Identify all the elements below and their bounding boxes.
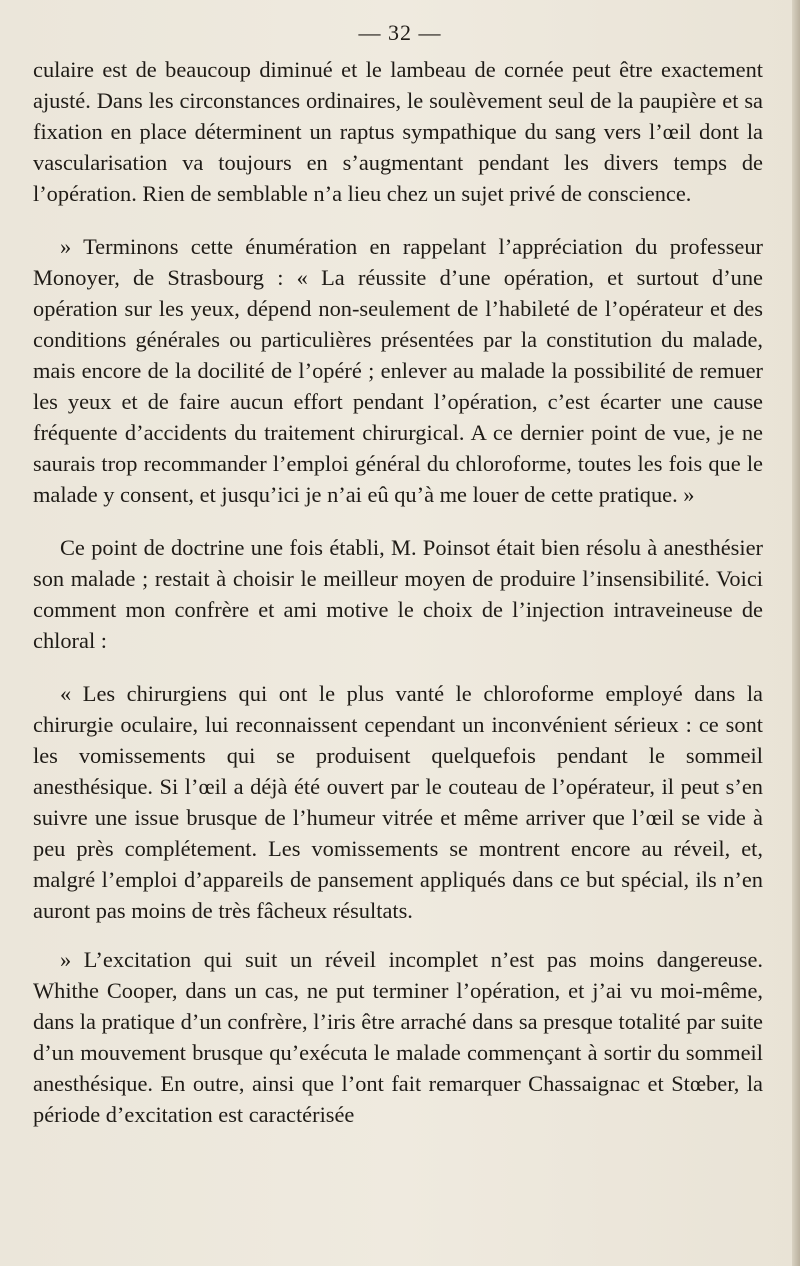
paragraph-5: » L’excitation qui suit un réveil incomplet n’est pas moins dangereuse. Whithe Cooper, dans un cas, ne put terminer l’opération, et j’ai vu moi-même, dans la pratique d’un confrère, l’iris être arraché dans sa presque totalité par suite d’un mouvement brusque qu’exécuta le malade commençant à sortir du sommeil anesthésique. En outre, ainsi que l’ont fait remarquer Chassaignac et Stœber, la période d’excitation est caractérisée [33,947,763,1127]
paragraph-4: « Les chirurgiens qui ont le plus vanté le chloroforme employé dans la chirurgie oculaire, lui reconnaissent cependant un inconvénient sérieux : ce sont les vomissements qui se produisent quelquefois pendant le sommeil anesthésique. Si l’œil a déjà été ouvert par le couteau de l’opérateur, il peut s’en suivre une issue brusque de l’humeur vitrée et même arriver que l’œil se vide à peu près complétement. Les vomissements se montrent encore au réveil, et, malgré l’emploi d’appareils de pansement appliqués dans ce but spécial, ils n’en auront pas moins de très fâcheux résultats. [33,681,763,923]
paragraph-3: Ce point de doctrine une fois établi, M. Poinsot était bien résolu à anesthésier son malade ; restait à choisir le meilleur moyen de produire l’insensibilité. Voici comment mon confrère et ami motive le choix de l’injection intraveineuse de chloral : [33,535,763,653]
page-edge [792,0,800,1266]
page-number: — 32 — [358,20,442,45]
paragraph-1: culaire est de beaucoup diminué et le lambeau de cornée peut être exactement ajusté. Dans les circonstances ordinaires, le soulèvement seul de la paupière et sa fixation en place déterminent un raptus sympathique du sang vers l’œil dont la vascularisation va toujours en s’augmentant pendant les divers temps de l’opération. Rien de semblable n’a lieu chez un sujet privé de conscience. [33,57,763,206]
body-text [33,54,763,1130]
paragraph-2: » Terminons cette énumération en rappelant l’appréciation du professeur Monoyer, de Strasbourg : « La réussite d’une opération, et surtout d’une opération sur les yeux, dépend non-seulement de l’habileté de l’opérateur et des conditions générales ou particulières présentées par la constitution du malade, mais encore de la docilité de l’opéré ; enlever au malade la possibilité de remuer les yeux et de faire aucun effort pendant l’opération, c’est écarter une cause fréquente d’accidents du traitement chirurgical. A ce dernier point de vue, je ne saurais trop recommander l’emploi général du chloroforme, toutes les fois que le malade y consent, et jusqu’ici je n’ai eû qu’à me louer de cette pratique. » [33,234,763,507]
